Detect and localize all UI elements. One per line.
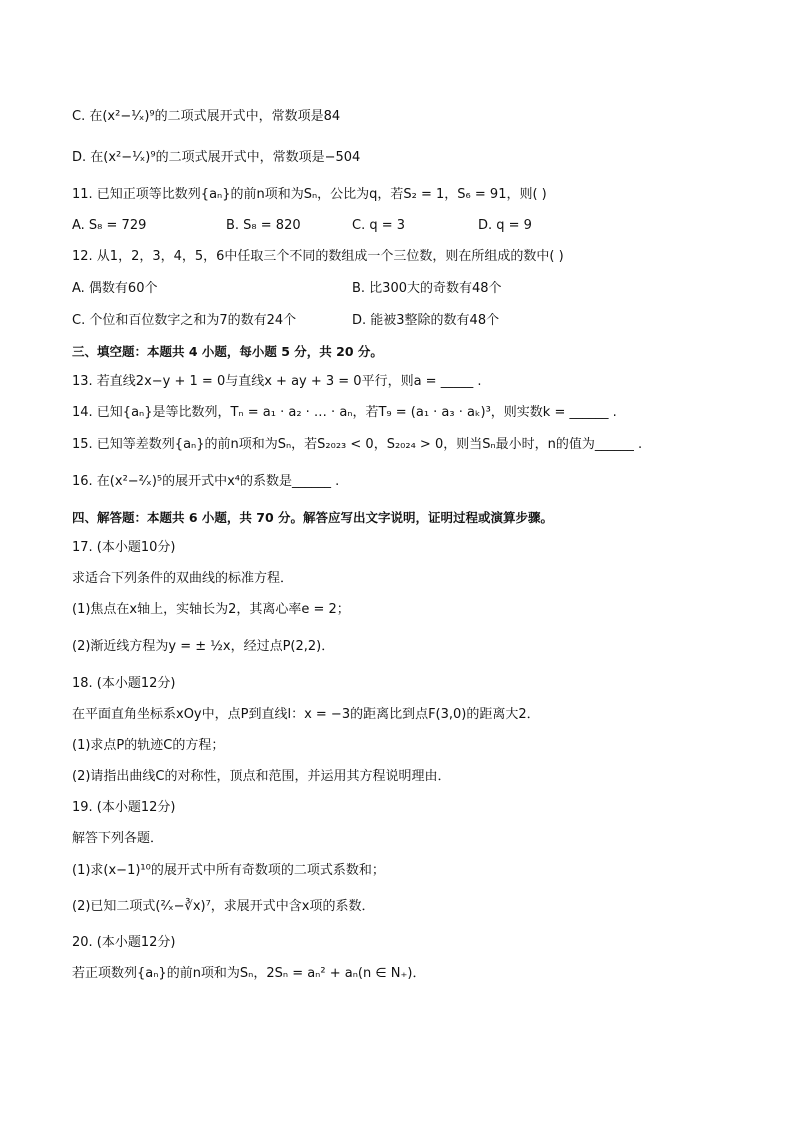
question-13: 13. 若直线2x−y + 1 = 0与直线x + ay + 3 = 0平行，则a = _____ . bbox=[72, 374, 482, 389]
question-20: 20. (本小题12分) bbox=[72, 935, 176, 950]
q19-part-1: (1)求(x−1)¹⁰的展开式中所有奇数项的二项式系数和； bbox=[72, 863, 385, 878]
q17-prompt: 求适合下列条件的双曲线的标准方程． bbox=[72, 571, 294, 586]
q17-part-2: (2)渐近线方程为y = ± ½x，经过点P(2,2)． bbox=[72, 639, 335, 654]
q19-part-2: (2)已知二项式(²⁄ₓ−∛x)⁷，求展开式中含x项的系数． bbox=[72, 899, 375, 914]
question-12: 12. 从1，2，3，4，5，6中任取三个不同的数组成一个三位数，则在所组成的数中( ) bbox=[72, 249, 564, 264]
question-11: 11. 已知正项等比数列{aₙ}的前n项和为Sₙ，公比为q，若S₂ = 1，S₆ = 91，则( ) bbox=[72, 187, 547, 202]
q10-option-c: C. 在(x²−¹⁄ₓ)⁹的二项式展开式中，常数项是84 bbox=[72, 109, 341, 124]
q12-option-d: D. 能被3整除的数有48个 bbox=[352, 313, 500, 328]
q10-option-d: D. 在(x²−¹⁄ₓ)⁹的二项式展开式中，常数项是−504 bbox=[72, 150, 361, 165]
q20-prompt: 若正项数列{aₙ}的前n项和为Sₙ，2Sₙ = aₙ² + aₙ(n ∈ N₊)． bbox=[72, 966, 426, 981]
q11-option-b: B. S₈ = 820 bbox=[226, 218, 301, 233]
q12-option-b: B. 比300大的奇数有48个 bbox=[352, 281, 502, 296]
question-16: 16. 在(x²−²⁄ₓ)⁵的展开式中x⁴的系数是______ . bbox=[72, 474, 340, 489]
q17-part-1: (1)焦点在x轴上，实轴长为2，其离心率e = 2； bbox=[72, 602, 350, 617]
q11-option-c: C. q = 3 bbox=[352, 218, 406, 233]
q19-prompt: 解答下列各题． bbox=[72, 831, 164, 846]
q18-part-1: (1)求点P的轨迹C的方程； bbox=[72, 738, 225, 753]
question-17: 17. (本小题10分) bbox=[72, 540, 176, 555]
q18-part-2: (2)请指出曲线C的对称性，顶点和范围，并运用其方程说明理由． bbox=[72, 769, 451, 784]
q12-option-a: A. 偶数有60个 bbox=[72, 281, 158, 296]
question-19: 19. (本小题12分) bbox=[72, 800, 176, 815]
section-4-heading: 四、解答题：本题共 6 小题，共 70 分。解答应写出文字说明，证明过程或演算步骤。 bbox=[72, 510, 554, 525]
q12-option-c: C. 个位和百位数字之和为7的数有24个 bbox=[72, 313, 297, 328]
question-14: 14. 已知{aₙ}是等比数列，Tₙ = a₁ · a₂ · … · aₙ，若T₉ = (a₁ · a₃ · aₖ)³，则实数k = ______ . bbox=[72, 405, 617, 420]
question-15: 15. 已知等差数列{aₙ}的前n项和为Sₙ，若S₂₀₂₃ < 0，S₂₀₂₄ > 0，则当Sₙ最小时，n的值为______ . bbox=[72, 437, 643, 452]
q18-prompt: 在平面直角坐标系xOy中，点P到直线l：x = −3的距离比到点F(3,0)的距离大2． bbox=[72, 707, 540, 722]
section-3-heading: 三、填空题：本题共 4 小题，每小题 5 分，共 20 分。 bbox=[72, 344, 383, 359]
question-18: 18. (本小题12分) bbox=[72, 676, 176, 691]
q11-option-d: D. q = 9 bbox=[478, 218, 532, 233]
q11-option-a: A. S₈ = 729 bbox=[72, 218, 147, 233]
